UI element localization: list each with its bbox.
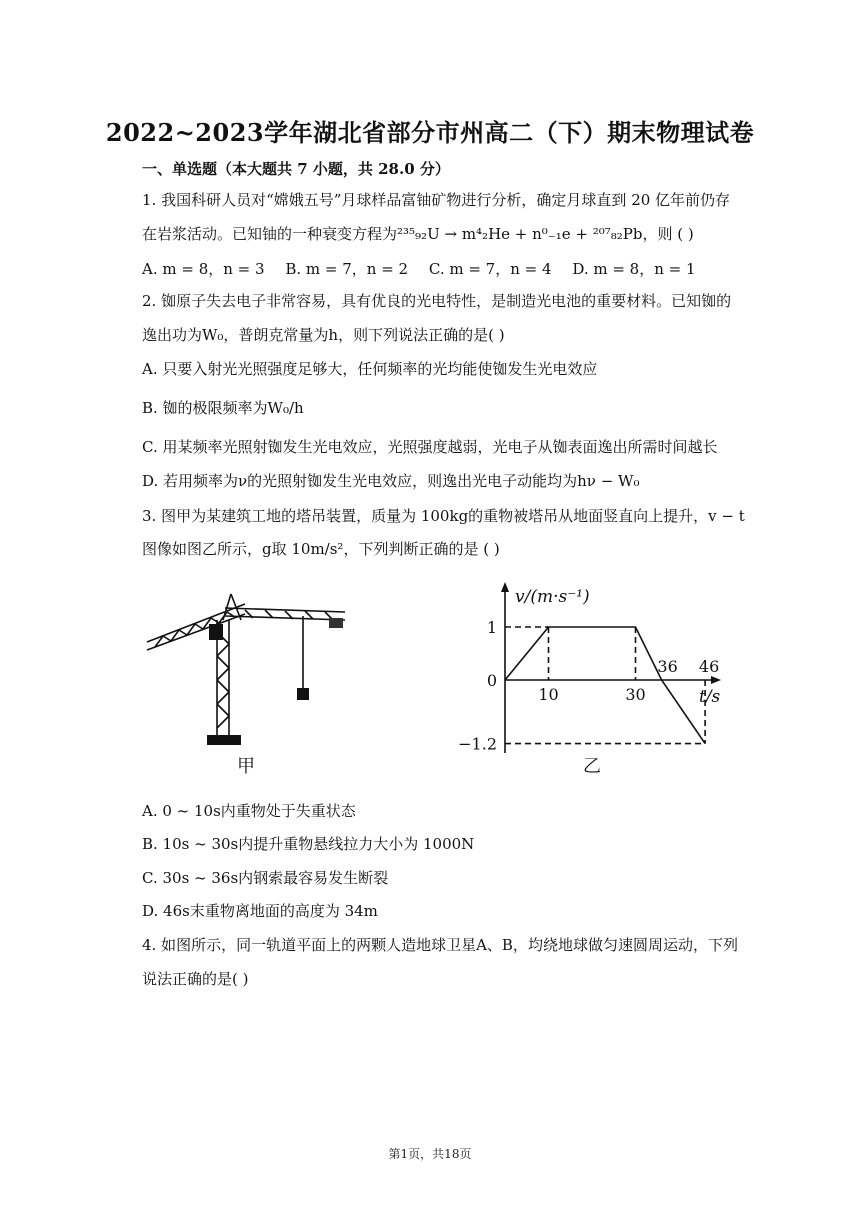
velocity-series-line	[505, 627, 705, 744]
q2-option-d[interactable]: D. 若用频率为ν的光照射铷发生光电效应，则逸出光电子动能均为hν − W₀	[142, 472, 640, 490]
q3-option-a[interactable]: A. 0 ~ 10s内重物处于失重状态	[142, 802, 356, 820]
q2-option-a[interactable]: A. 只要入射光光照强度足够大，任何频率的光均能使铷发生光电效应	[142, 360, 598, 378]
y-axis-arrow-icon	[501, 582, 509, 592]
q1-option-c[interactable]: C. m = 7，n = 4	[428, 260, 552, 278]
q1-option-b[interactable]: B. m = 7，n = 2	[285, 260, 409, 278]
q1-stem-line1: 1. 我国科研人员对“嫦娥五号”月球样品富铀矿物进行分析，确定月球直到 20 亿年前仍存	[142, 191, 731, 209]
q1-option-d[interactable]: D. m = 8，n = 1	[572, 260, 696, 278]
q4-stem-line2: 说法正确的是( )	[142, 970, 249, 988]
q1-stem-line2: 在岩浆活动。已知铀的一种衰变方程为²³⁵₉₂U → m⁴₂He + n⁰₋₁e + ²⁰⁷₈₂Pb，则 ( )	[142, 225, 694, 243]
q3-stem-line1: 3. 图甲为某建筑工地的塔吊装置，质量为 100kg的重物被塔吊从地面竖直向上提升，v − t	[142, 507, 745, 525]
x-axis-arrow-icon	[711, 676, 721, 684]
q2-option-c[interactable]: C. 用某频率光照射铷发生光电效应，光照强度越弱，光电子从铷表面逸出所需时间越长	[142, 438, 718, 456]
q3-option-b[interactable]: B. 10s ~ 30s内提升重物悬线拉力大小为 1000N	[142, 835, 475, 853]
q2-option-b[interactable]: B. 铷的极限频率为W₀/h	[142, 399, 304, 417]
section-heading: 一、单选题（本大题共 7 小题，共 28.0 分）	[142, 160, 450, 178]
q1-options	[142, 258, 712, 279]
y-axis-label: v/(m·s⁻¹)	[515, 587, 590, 607]
x-axis-label: t/s	[699, 687, 721, 707]
page-footer: 第1页，共18页	[388, 1147, 472, 1161]
x-tick-label: 10	[538, 685, 559, 704]
q3-option-d[interactable]: D. 46s末重物离地面的高度为 34m	[142, 902, 378, 920]
x-tick-label: 30	[625, 685, 646, 704]
page-title: 2022~2023学年湖北省部分市州高二（下）期末物理试卷	[105, 118, 755, 147]
y-tick-label: 0	[486, 671, 497, 690]
figure-caption-left: 甲	[237, 756, 255, 777]
y-tick-label: −1.2	[458, 734, 497, 754]
v-t-chart	[455, 578, 735, 758]
x-tick-label: 36	[657, 657, 678, 676]
figure-caption-right: 乙	[583, 756, 601, 777]
q2-stem-line1: 2. 铷原子失去电子非常容易，具有优良的光电特性，是制造光电池的重要材料。已知铷的	[142, 292, 732, 310]
q4-stem-line1: 4. 如图所示，同一轨道平面上的两颗人造地球卫星A、B，均绕地球做匀速圆周运动，下列	[142, 936, 738, 954]
q3-option-c[interactable]: C. 30s ~ 36s内钢索最容易发生断裂	[142, 869, 389, 887]
q3-stem-line2: 图像如图乙所示，g取 10m/s²，下列判断正确的是 ( )	[142, 540, 500, 558]
tower-crane-figure	[145, 590, 355, 775]
y-tick-label: 1	[486, 618, 497, 637]
q2-stem-line2: 逸出功为W₀，普朗克常量为h，则下列说法正确的是( )	[142, 326, 505, 344]
q1-option-a[interactable]: A. m = 8，n = 3	[142, 260, 265, 278]
x-tick-label: 46	[698, 657, 720, 676]
